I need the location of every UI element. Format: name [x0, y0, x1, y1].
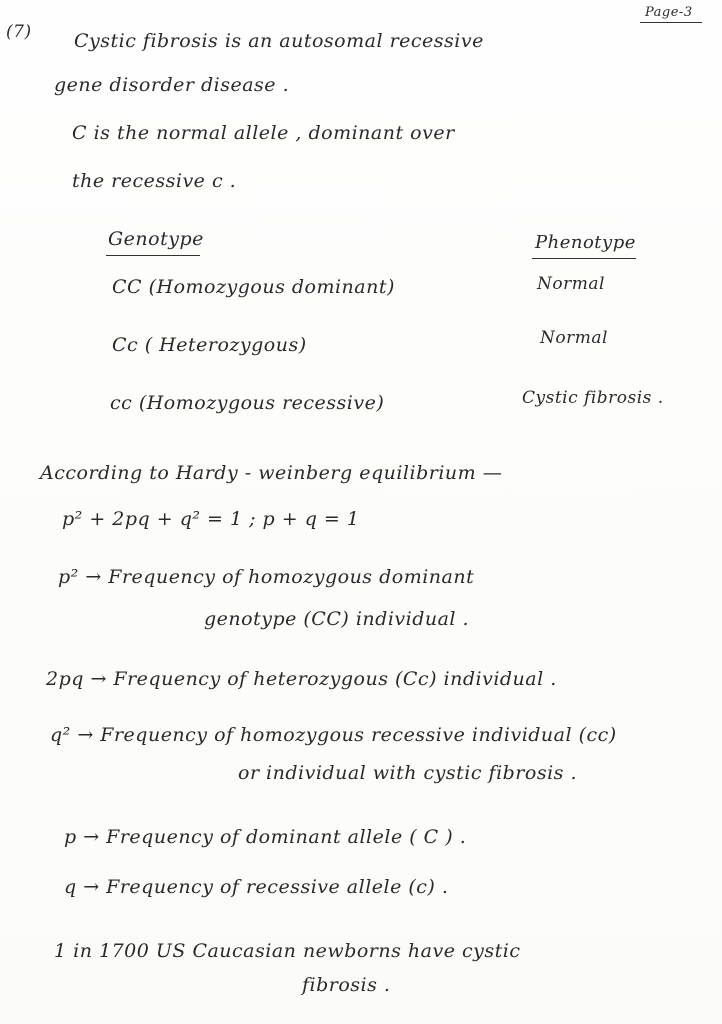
conclusion-line-1: 1 in 1700 US Caucasian newborns have cystic	[54, 940, 521, 962]
definition-q-line-1: q → Frequency of recessive allele (c) .	[64, 876, 449, 898]
phenotype-header: Phenotype	[535, 232, 636, 253]
page-number: Page-3	[645, 5, 693, 20]
genotype-header-underline	[106, 255, 200, 256]
definition-q2-line-2: or individual with cystic fibrosis .	[238, 762, 577, 784]
definition-p-line-1: p → Frequency of dominant allele ( C ) .	[64, 826, 467, 848]
genotype-row-1: CC (Homozygous dominant)	[112, 276, 395, 298]
genotype-row-2: Cc ( Heterozygous)	[112, 334, 307, 356]
phenotype-row-3: Cystic fibrosis .	[522, 388, 664, 408]
conclusion-line-2: fibrosis .	[302, 974, 391, 996]
phenotype-header-underline	[532, 258, 636, 259]
phenotype-row-1: Normal	[537, 274, 605, 294]
definition-2pq-line-1: 2pq → Frequency of heterozygous (Cc) individual .	[46, 668, 557, 690]
definition-p2-line-2: genotype (CC) individual .	[204, 608, 470, 630]
definition-p2-line-1: p² → Frequency of homozygous dominant	[58, 566, 475, 588]
intro-line-4: the recessive c .	[72, 170, 237, 192]
definition-q2-line-1: q² → Frequency of homozygous recessive individual (cc)	[50, 724, 617, 746]
intro-line-2: gene disorder disease .	[54, 74, 290, 96]
hardy-weinberg-equation: p² + 2pq + q² = 1 ; p + q = 1	[62, 508, 360, 530]
genotype-row-3: cc (Homozygous recessive)	[110, 392, 385, 414]
intro-line-1: Cystic fibrosis is an autosomal recessive	[74, 30, 484, 52]
intro-line-3: C is the normal allele , dominant over	[72, 122, 455, 144]
hardy-weinberg-heading: According to Hardy - weinberg equilibrium —	[40, 462, 503, 484]
genotype-header: Genotype	[108, 228, 204, 250]
phenotype-row-2: Normal	[540, 328, 608, 348]
page-number-underline	[640, 22, 702, 23]
question-number: (7)	[6, 22, 32, 42]
